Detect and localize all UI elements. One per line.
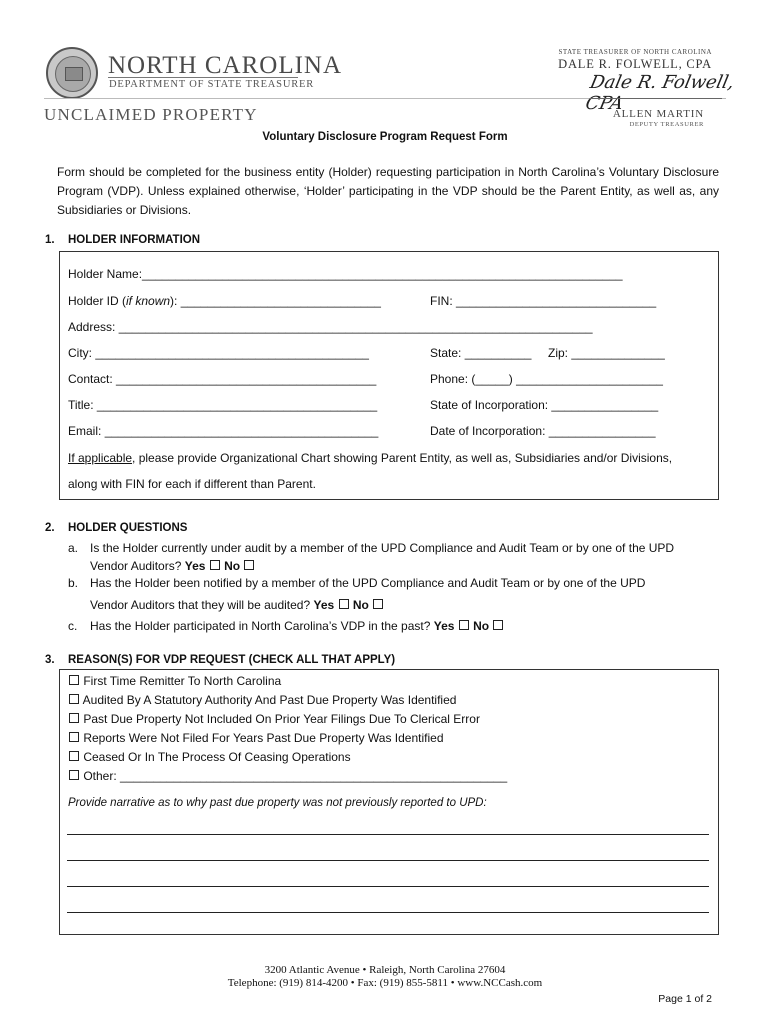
address-field[interactable]: Address: _______________________________________________________________________ [68, 320, 593, 334]
address-label: Address: [68, 320, 116, 334]
reason-first-time-remitter[interactable]: First Time Remitter To North Carolina [68, 674, 281, 688]
org-name: NORTH CAROLINA [108, 52, 343, 79]
reason-checkbox[interactable] [69, 732, 79, 742]
question-b-letter: b. [68, 576, 79, 590]
email-field[interactable]: Email: _________________________________________ [68, 424, 379, 438]
phone-field[interactable]: Phone: (_____) ______________________ [430, 372, 663, 386]
question-c-letter: c. [68, 619, 78, 633]
narrative-line[interactable] [67, 912, 709, 913]
holder-name-field[interactable]: Holder Name:________________________________________________________________________ [68, 267, 623, 281]
section2-heading: HOLDER QUESTIONS [68, 522, 188, 534]
state-of-incorporation-field[interactable]: State of Incorporation: ________________ [430, 398, 659, 412]
reason-checkbox[interactable] [69, 713, 79, 723]
question-a-text: Is the Holder currently under audit by a member of the UPD Compliance and Audit Team or by one of the UPD [90, 541, 675, 555]
state-field[interactable]: State: __________ [430, 346, 532, 360]
question-a-no-checkbox[interactable] [244, 560, 254, 570]
question-a-yes-checkbox[interactable] [210, 560, 220, 570]
treasurer-name: DALE R. FOLWELL, CPA [558, 57, 712, 71]
state-seal-icon [46, 47, 98, 99]
deputy-name: ALLEN MARTIN [612, 108, 704, 120]
org-chart-note-line2: along with FIN for each if different than Parent. [68, 477, 316, 491]
narrative-prompt: Provide narrative as to why past due property was not previously reported to UPD: [68, 797, 487, 809]
section1-heading: HOLDER INFORMATION [68, 234, 201, 246]
fin-field[interactable]: FIN: ______________________________ [430, 294, 657, 308]
section1-number: 1. [45, 234, 55, 246]
signature-line [590, 98, 722, 99]
reason-audited[interactable]: Audited By A Statutory Authority And Past Due Property Was Identified [68, 693, 456, 707]
holder-id-field[interactable]: Holder ID (if known): ______________________________ [68, 294, 381, 308]
deputy-title: DEPUTY TREASURER [629, 121, 704, 128]
question-a-letter: a. [68, 541, 79, 555]
narrative-line[interactable] [67, 834, 709, 835]
letterhead-divider [108, 77, 298, 78]
reason-checkbox[interactable] [69, 770, 79, 780]
city-field[interactable]: City: _________________________________________ [68, 346, 369, 360]
reason-checkbox[interactable] [69, 675, 79, 685]
question-b-yes-checkbox[interactable] [339, 599, 349, 609]
reason-other[interactable]: Other: __________________________________________________________ [68, 769, 507, 783]
treasurer-signature: Dale R. Folwell, CPA [583, 72, 737, 114]
reason-checkbox[interactable] [69, 694, 79, 704]
question-c-answer: Has the Holder participated in North Carolina’s VDP in the past? Yes No [90, 619, 504, 633]
page-number: Page 1 of 2 [658, 993, 712, 1005]
section3-heading: REASON(S) FOR VDP REQUEST (CHECK ALL THAT APPLY) [68, 654, 396, 666]
form-intro: Form should be completed for the business entity (Holder) requesting participation in North Carolina’s Voluntary Disclosure Program (VDP). Unless explained otherwise, ‘Holder’ participating in the VDP should be the Parent Entity, as well as, any Subsidiaries or Divisions. [57, 165, 719, 217]
narrative-line[interactable] [67, 886, 709, 887]
question-b-text: Has the Holder been notified by a member of the UPD Compliance and Audit Team or by one of the UPD [90, 576, 646, 590]
date-of-incorporation-field[interactable]: Date of Incorporation: ________________ [430, 424, 656, 438]
department-name: DEPARTMENT OF STATE TREASURER [109, 79, 315, 90]
reason-clerical-error[interactable]: Past Due Property Not Included On Prior Year Filings Due To Clerical Error [68, 712, 480, 726]
form-title: Voluntary Disclosure Program Request Form [262, 131, 508, 143]
footer-address: 3200 Atlantic Avenue • Raleigh, North Carolina 27604 [264, 964, 506, 976]
question-a-answer: Vendor Auditors? Yes No [90, 559, 255, 573]
holder-name-label: Holder Name: [68, 267, 143, 281]
question-b-no-checkbox[interactable] [373, 599, 383, 609]
reason-checkbox[interactable] [69, 751, 79, 761]
footer-contact: Telephone: (919) 814-4200 • Fax: (919) 855-5811 • www.NCCash.com [227, 977, 543, 989]
question-b-answer: Vendor Auditors that they will be audited? Yes No [90, 598, 384, 612]
narrative-line[interactable] [67, 860, 709, 861]
division-name: UNCLAIMED PROPERTY [44, 105, 258, 124]
question-c-yes-checkbox[interactable] [459, 620, 469, 630]
fin-label: FIN: [430, 294, 453, 308]
section2-number: 2. [45, 522, 55, 534]
question-c-no-checkbox[interactable] [493, 620, 503, 630]
zip-field[interactable]: Zip: ______________ [548, 346, 665, 360]
section3-number: 3. [45, 654, 55, 666]
treasurer-title: STATE TREASURER OF NORTH CAROLINA [558, 48, 712, 56]
reason-reports-not-filed[interactable]: Reports Were Not Filed For Years Past Due Property Was Identified [68, 731, 444, 745]
contact-field[interactable]: Contact: _______________________________________ [68, 372, 377, 386]
reason-ceasing-operations[interactable]: Ceased Or In The Process Of Ceasing Operations [68, 750, 351, 764]
title-field[interactable]: Title: __________________________________________ [68, 398, 378, 412]
org-chart-note: If applicable, please provide Organizational Chart showing Parent Entity, as well as, Subsidiaries and/or Divisions, [68, 451, 673, 465]
